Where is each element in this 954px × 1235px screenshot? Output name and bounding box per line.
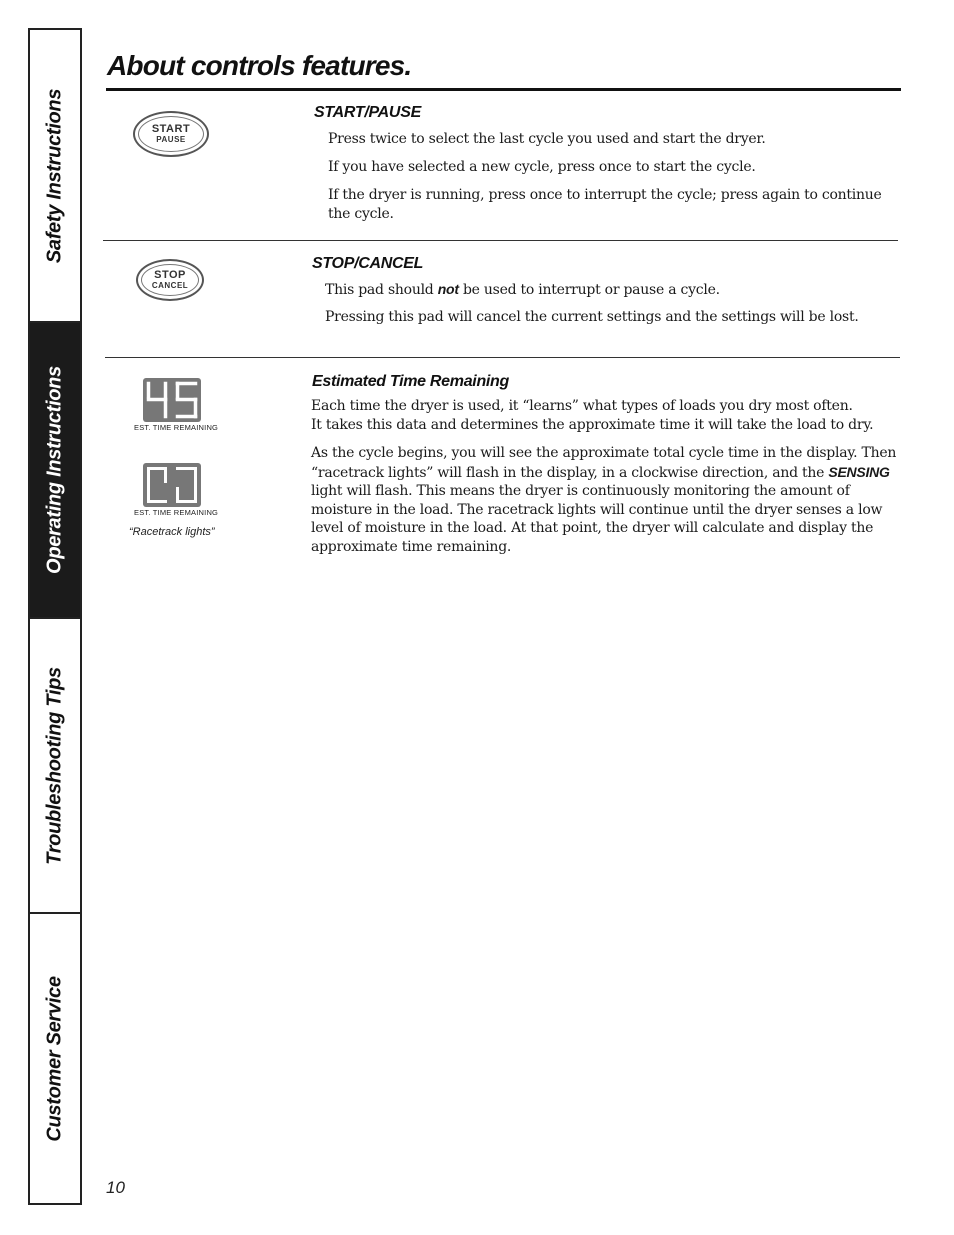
page-number: 10	[106, 1178, 125, 1197]
sensing-label: SENSING	[828, 463, 890, 480]
estimated-time-paragraph	[311, 397, 901, 434]
text-run: be used to interrupt or pause a cycle.	[458, 282, 720, 298]
time-display-digits	[143, 378, 201, 422]
section-divider	[103, 240, 898, 241]
tab-label: Customer Service	[43, 975, 66, 1142]
start-pause-heading: START/PAUSE	[314, 104, 421, 121]
tab-label: Troubleshooting Tips	[43, 666, 66, 865]
tab-label: Operating Instructions	[43, 366, 66, 574]
emphasis-text: not	[437, 281, 459, 297]
estimated-time-paragraph	[311, 444, 897, 556]
display-caption: EST. TIME REMAINING	[134, 423, 219, 432]
text-line: Each time the dryer is used, it “learns” what types of loads you dry most often.	[311, 398, 853, 414]
text-run: light will flash. This means the dryer is continuously monitoring the amount of moisture in the load. The racetrack lights will continue until the dryer senses a low level of moisture in the load. At that point, the dryer will calculate and display the approximate time remaining.	[311, 483, 883, 555]
title-rule	[106, 88, 901, 91]
tab-safety-instructions[interactable]	[30, 30, 80, 323]
stop-cancel-heading: STOP/CANCEL	[312, 255, 424, 272]
stop-cancel-paragraph: Pressing this pad will cancel the current settings and the settings will be lost.	[325, 309, 859, 325]
tab-troubleshooting-tips[interactable]	[30, 619, 80, 914]
start-pause-paragraph: If the dryer is running, press once to interrupt the cycle; press again to continue the cycle.	[328, 187, 882, 222]
pad-main-label: START	[151, 122, 191, 135]
tab-customer-service[interactable]	[30, 914, 80, 1203]
tab-operating-instructions[interactable]	[30, 323, 80, 619]
pad-sub-label: CANCEL	[151, 280, 189, 290]
side-tab-bar	[28, 28, 82, 1205]
pad-main-label: STOP	[154, 268, 186, 281]
section-divider	[105, 357, 900, 358]
racetrack-caption: “Racetrack lights”	[129, 526, 215, 538]
text-run: This pad should	[325, 282, 438, 298]
start-pause-paragraph: If you have selected a new cycle, press once to start the cycle.	[328, 159, 756, 175]
page-title: About controls features.	[107, 50, 412, 81]
text-run: As the cycle begins, you will see the approximate total cycle time in the display. Then “racetrack lights” will flash in the display, in a clockwise direction, and the	[311, 445, 897, 481]
racetrack-lights-display	[143, 463, 201, 507]
text-line: It takes this data and determines the approximate time it will take the load to dry.	[311, 416, 874, 433]
stop-cancel-paragraph	[325, 280, 895, 300]
tab-label: Safety Instructions	[43, 88, 66, 263]
pad-sub-label: PAUSE	[156, 134, 186, 144]
display-caption: EST. TIME REMAINING	[134, 508, 219, 517]
estimated-time-heading: Estimated Time Remaining	[312, 373, 510, 390]
start-pause-pad-icon	[133, 111, 209, 157]
stop-cancel-pad-icon	[136, 259, 204, 301]
start-pause-paragraph: Press twice to select the last cycle you used and start the dryer.	[328, 131, 766, 147]
